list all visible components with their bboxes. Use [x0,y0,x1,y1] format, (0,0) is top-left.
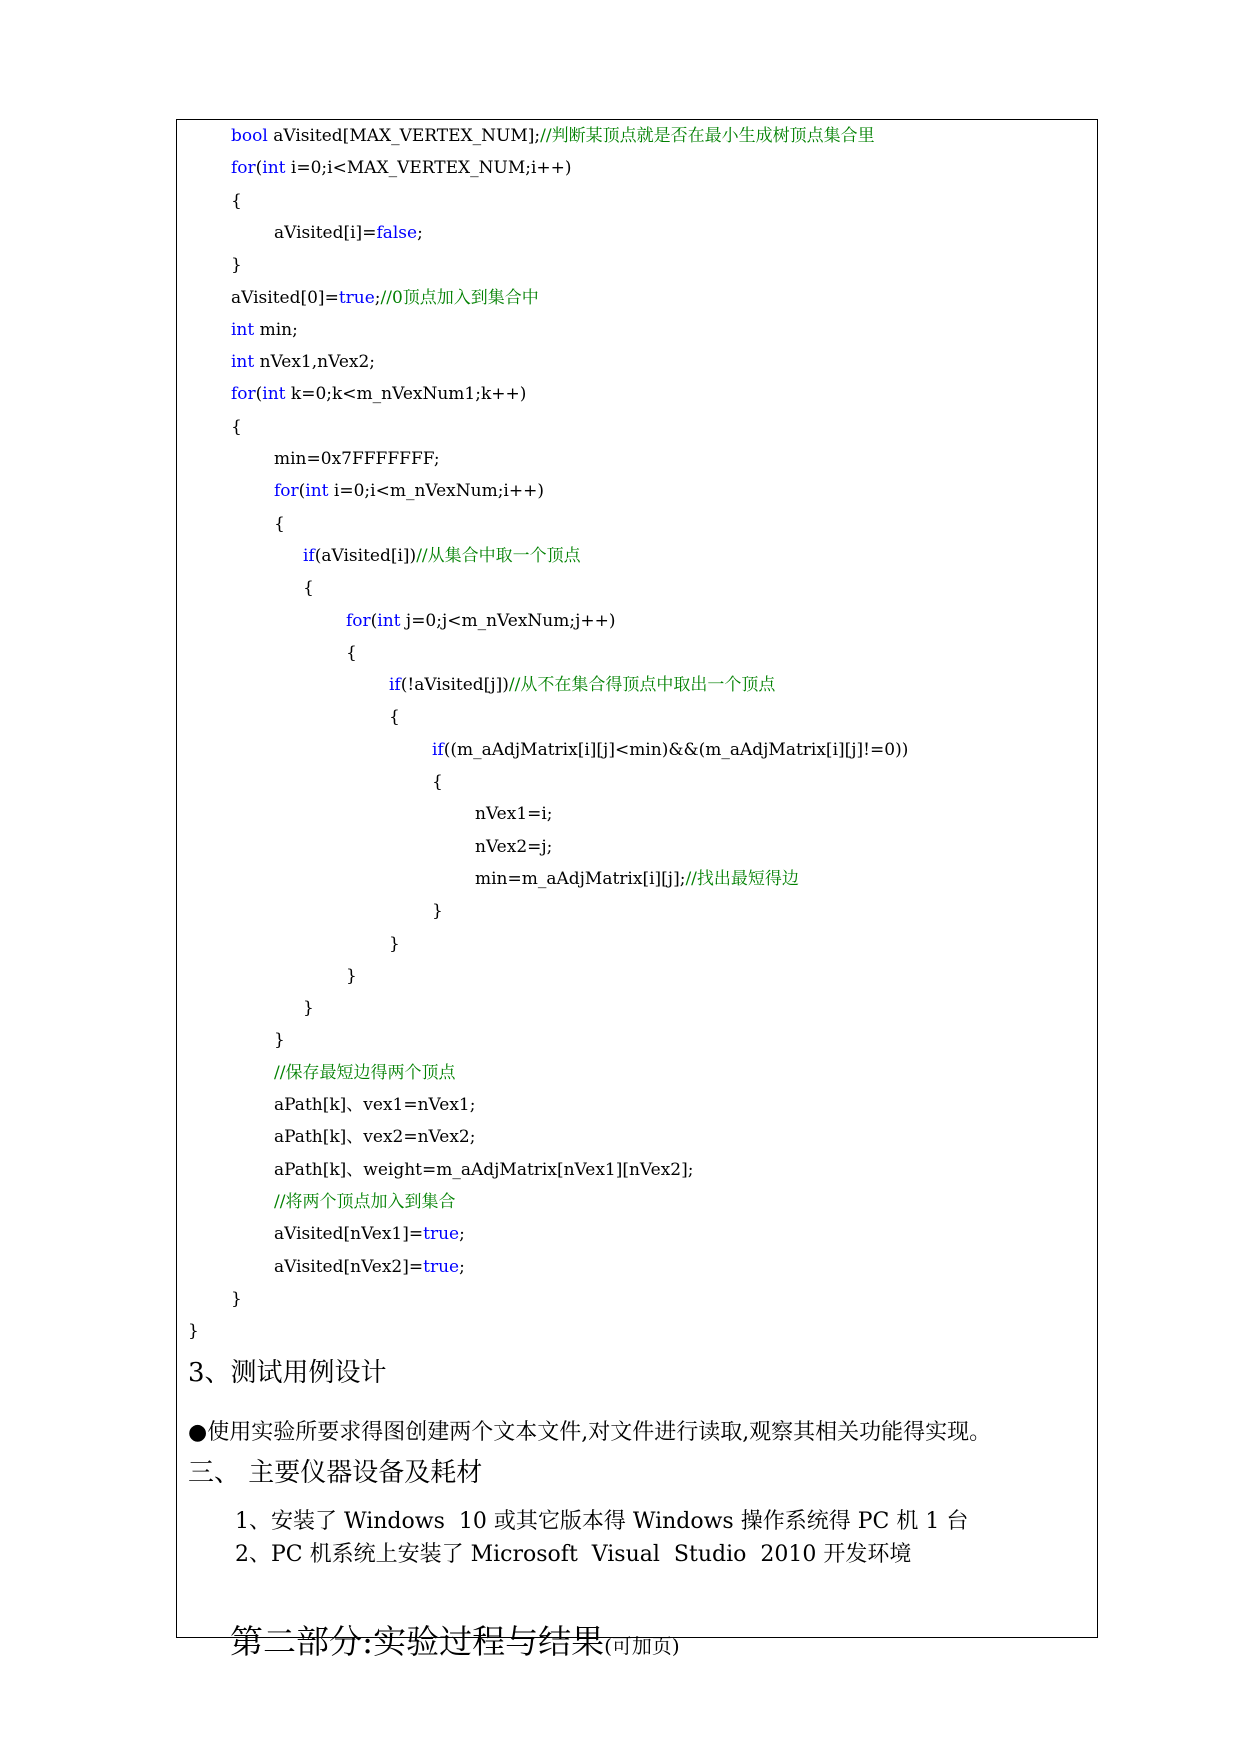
code-text: aVisited[nVex2]= [274,1256,424,1277]
code-line [303,540,581,572]
code-line [274,1154,693,1186]
code-line [274,1089,475,1121]
code-text: aVisited[MAX_VERTEX_NUM]; [267,126,541,146]
code-comment: //从不在集合得顶点中取出一个顶点 [508,675,776,696]
code-text: (aVisited[i]) [314,545,417,566]
code-line [475,863,799,895]
code-keyword: if [432,739,444,760]
code-comment: //保存最短边得两个顶点 [274,1062,456,1083]
code-line [346,960,357,992]
code-line [274,443,440,475]
code-line [346,637,357,669]
code-text: { [432,772,443,792]
section-heading-test-cases: 3、测试用例设计 [188,1358,387,1388]
code-line [432,734,908,766]
code-keyword: true [338,287,375,308]
code-text: aVisited[0]= [231,287,339,308]
code-text: i=0;i<m_nVexNum;i++) [328,481,544,502]
code-text: { [389,707,400,728]
code-line [274,1121,475,1153]
code-text: ( [255,384,263,405]
code-text: min=m_aAdjMatrix[i][j]; [475,868,686,889]
code-text: j=0;j<m_nVexNum;j++) [400,610,616,631]
code-line [231,249,242,281]
part-two-note: (可加页) [604,1634,680,1658]
part-two-title: 第二部分:实验过程与结果 [229,1622,605,1661]
code-comment: //0顶点加入到集合中 [380,287,539,308]
code-text: } [274,1030,285,1051]
code-text: aPath[k]、weight=m_aAdjMatrix[nVex1][nVex2]; [274,1159,694,1180]
code-line [274,217,423,249]
code-line [231,152,572,184]
code-text: ( [370,610,378,631]
code-keyword: int [231,319,255,340]
code-line [231,120,875,152]
code-keyword: int [231,352,255,373]
code-text: { [346,642,357,663]
code-text: } [188,1321,199,1342]
code-text: aVisited[nVex1]= [274,1224,424,1245]
code-text: ; [459,1256,465,1277]
content-table-cell [176,119,1098,1661]
code-line [274,1251,465,1283]
code-keyword: int [262,384,286,405]
code-keyword: if [389,675,401,696]
code-line [274,1218,465,1250]
code-line [274,508,285,540]
code-text: min; [254,319,298,340]
code-keyword: int [305,481,329,502]
code-text: ; [374,287,381,308]
code-text: } [303,998,314,1019]
code-text: } [231,255,242,276]
code-keyword: for [231,384,256,405]
code-text: aPath[k]、vex2=nVex2; [274,1127,476,1148]
code-keyword: for [346,610,371,631]
code-line [303,572,314,604]
code-text: { [231,190,242,211]
code-keyword: if [303,545,315,566]
code-comment: //判断某顶点就是否在最小生成树顶点集合里 [540,126,875,146]
code-keyword: int [262,158,286,179]
code-keyword: for [274,481,299,502]
code-comment: //找出最短得边 [685,868,799,889]
code-text: min=0x7FFFFFFF; [274,449,440,469]
code-line [274,1057,455,1089]
code-keyword: true [423,1256,460,1277]
code-keyword: for [231,158,256,179]
test-case-bullet: ●使用实验所要求得图创建两个文本文件,对文件进行读取,观察其相关功能得实现。 [188,1420,992,1445]
code-keyword: false [376,222,418,243]
code-line [231,314,298,346]
code-line [389,928,400,960]
code-line [274,1024,285,1056]
code-text: } [231,1288,242,1309]
code-line [231,185,242,217]
code-block [177,120,1097,1350]
code-text: aVisited[i]= [274,222,377,243]
code-line [475,831,552,863]
code-line [231,411,242,443]
section-heading-equipment: 三、 主要仪器设备及耗材 [188,1458,483,1488]
code-comment: //将两个顶点加入到集合 [274,1191,456,1212]
code-line [231,346,375,378]
code-text: } [346,965,357,986]
code-text: ; [417,222,423,243]
code-text: nVex2=j; [475,836,553,857]
equipment-item-2: 2、PC 机系统上安装了 Microsoft Visual Studio 2010 开发环境 [235,1542,912,1567]
code-text: { [274,513,285,534]
equipment-item-1: 1、安装了 Windows 10 或其它版本得 Windows 操作系统得 PC 机 1 台 [235,1509,969,1534]
code-line [231,1283,242,1315]
code-keyword: int [377,610,401,631]
code-line [274,475,544,507]
code-text: aPath[k]、vex1=nVex1; [274,1095,476,1115]
code-text: i=0;i<MAX_VERTEX_NUM;i++) [285,158,572,179]
code-text: ( [298,481,306,502]
code-text: nVex1,nVex2; [254,352,376,373]
code-text: nVex1=i; [475,804,553,825]
code-text: { [231,416,242,437]
code-line [475,798,553,830]
code-text: k=0;k<m_nVexNum1;k++) [285,384,527,405]
code-line [389,669,775,701]
code-line [432,766,443,798]
part-two-heading [188,1577,680,1702]
code-text: ; [459,1224,465,1245]
code-text: { [303,578,314,599]
code-text: } [389,933,400,954]
code-text: ( [255,158,263,179]
code-text: ((m_aAdjMatrix[i][j]<min)&&(m_aAdjMatrix[i][j]!=0)) [443,739,909,760]
code-line [432,895,443,927]
code-keyword: bool [231,126,268,146]
code-line [303,992,314,1024]
code-comment: //从集合中取一个顶点 [416,545,581,566]
code-line [231,282,539,314]
code-line [389,701,400,733]
code-line [346,605,616,637]
code-line [188,1315,199,1347]
code-text: (!aVisited[j]) [400,675,509,696]
code-text: } [432,901,443,922]
code-line [274,1186,455,1218]
code-keyword: true [423,1224,460,1245]
code-line [231,378,526,410]
